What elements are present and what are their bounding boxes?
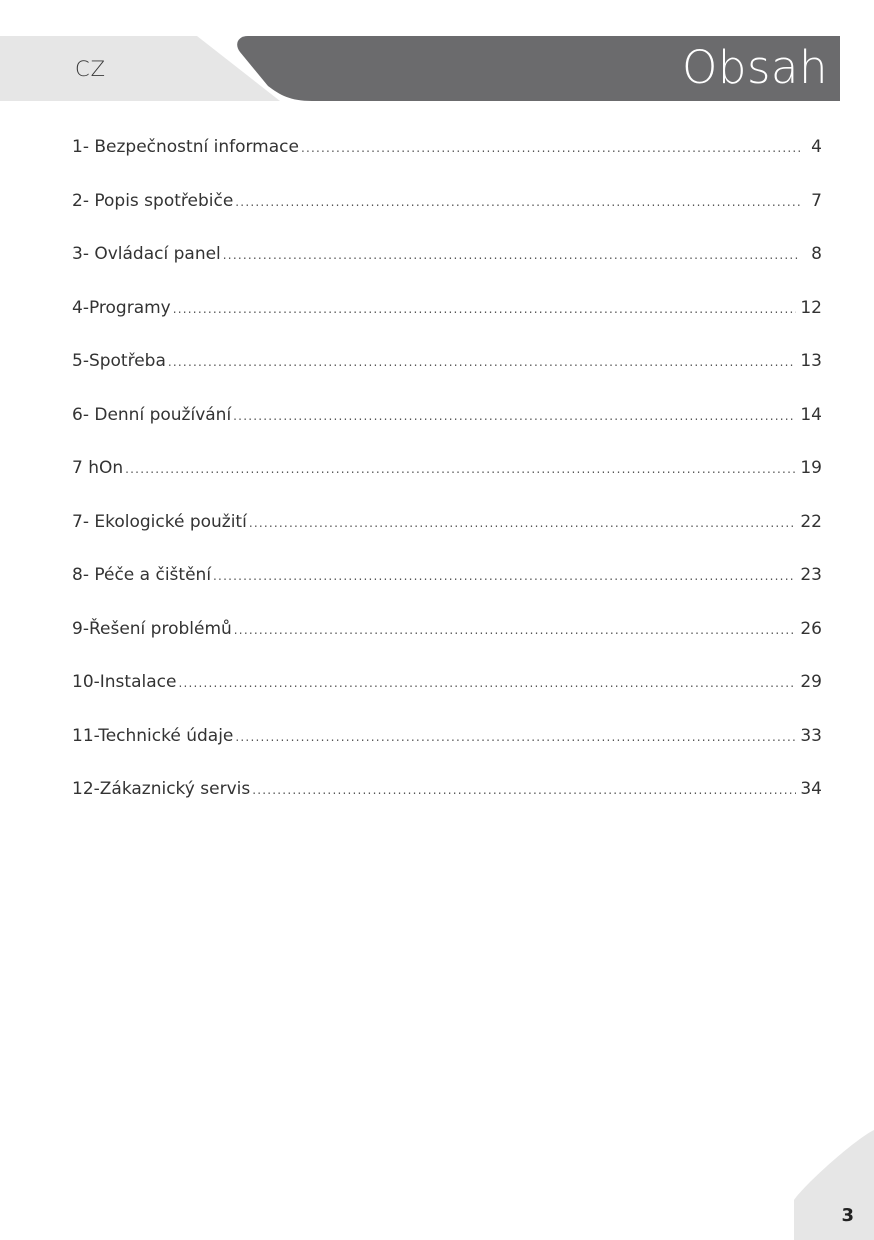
toc-entry-troubleshooting[interactable] — [72, 619, 822, 673]
toc-entry-label: 9-Řešení problémů — [72, 618, 232, 639]
toc-page-number: 22 — [800, 511, 822, 532]
toc-entry-label: 8- Péče a čištění — [72, 565, 212, 585]
toc-leader-dots — [125, 463, 796, 475]
toc-page-number: 26 — [800, 618, 822, 639]
toc-leader-dots — [233, 410, 796, 422]
toc-page-number: 4 — [811, 137, 822, 157]
toc-entry-label: 5-Spotřeba — [72, 351, 166, 371]
toc-page-number: 7 — [811, 190, 822, 211]
toc-page-number: 29 — [800, 672, 822, 692]
toc-leader-dots — [173, 303, 797, 315]
toc-leader-dots — [234, 624, 797, 636]
toc-page-number: 12 — [800, 297, 822, 318]
page-header — [0, 0, 874, 110]
toc-page-number: 34 — [800, 779, 822, 799]
toc-leader-dots — [252, 784, 796, 796]
toc-leader-dots — [178, 677, 796, 689]
toc-entry-label: 1- Bezpečnostní informace — [72, 137, 299, 157]
toc-leader-dots — [235, 196, 800, 208]
toc-entry-consumption[interactable] — [72, 351, 822, 405]
toc-page-number: 33 — [800, 725, 822, 746]
toc-leader-dots — [213, 570, 796, 582]
toc-entry-label: 2- Popis spotřebiče — [72, 190, 234, 211]
toc-entry-control-panel[interactable] — [72, 244, 822, 298]
toc-entry-label: 12-Zákaznický servis — [72, 779, 251, 799]
toc-entry-label: 7- Ekologické použití — [72, 511, 247, 532]
toc-entry-customer-service[interactable] — [72, 779, 822, 833]
page-number: 3 — [841, 1205, 854, 1226]
toc-entry-label: 11-Technické údaje — [72, 725, 234, 746]
page-title: Obsah — [681, 41, 828, 94]
toc-page-number: 14 — [800, 404, 822, 425]
page-corner-decoration — [794, 1130, 874, 1240]
toc-leader-dots — [249, 517, 797, 529]
toc-page-number: 13 — [800, 351, 822, 371]
toc-page-number: 8 — [811, 244, 822, 264]
table-of-contents — [72, 137, 822, 833]
toc-entry-appliance[interactable] — [72, 191, 822, 245]
toc-entry-label: 10-Instalace — [72, 672, 177, 692]
toc-entry-eco-use[interactable] — [72, 512, 822, 566]
toc-entry-daily-use[interactable] — [72, 405, 822, 459]
toc-entry-care-cleaning[interactable] — [72, 565, 822, 619]
toc-entry-safety[interactable] — [72, 137, 822, 191]
toc-leader-dots — [223, 249, 800, 261]
toc-entry-installation[interactable] — [72, 672, 822, 726]
toc-entry-label: 4-Programy — [72, 297, 171, 318]
toc-entry-label: 7 hOn — [72, 458, 124, 478]
toc-entry-technical-data[interactable] — [72, 726, 822, 780]
toc-leader-dots — [301, 142, 800, 154]
toc-leader-dots — [168, 356, 796, 368]
toc-page-number: 19 — [800, 458, 822, 478]
language-label: CZ — [75, 57, 107, 81]
toc-entry-label: 6- Denní používání — [72, 404, 232, 425]
toc-entry-label: 3- Ovládací panel — [72, 244, 221, 264]
toc-leader-dots — [235, 731, 796, 743]
toc-page-number: 23 — [800, 565, 822, 585]
toc-entry-hon[interactable] — [72, 458, 822, 512]
toc-entry-programs[interactable] — [72, 298, 822, 352]
